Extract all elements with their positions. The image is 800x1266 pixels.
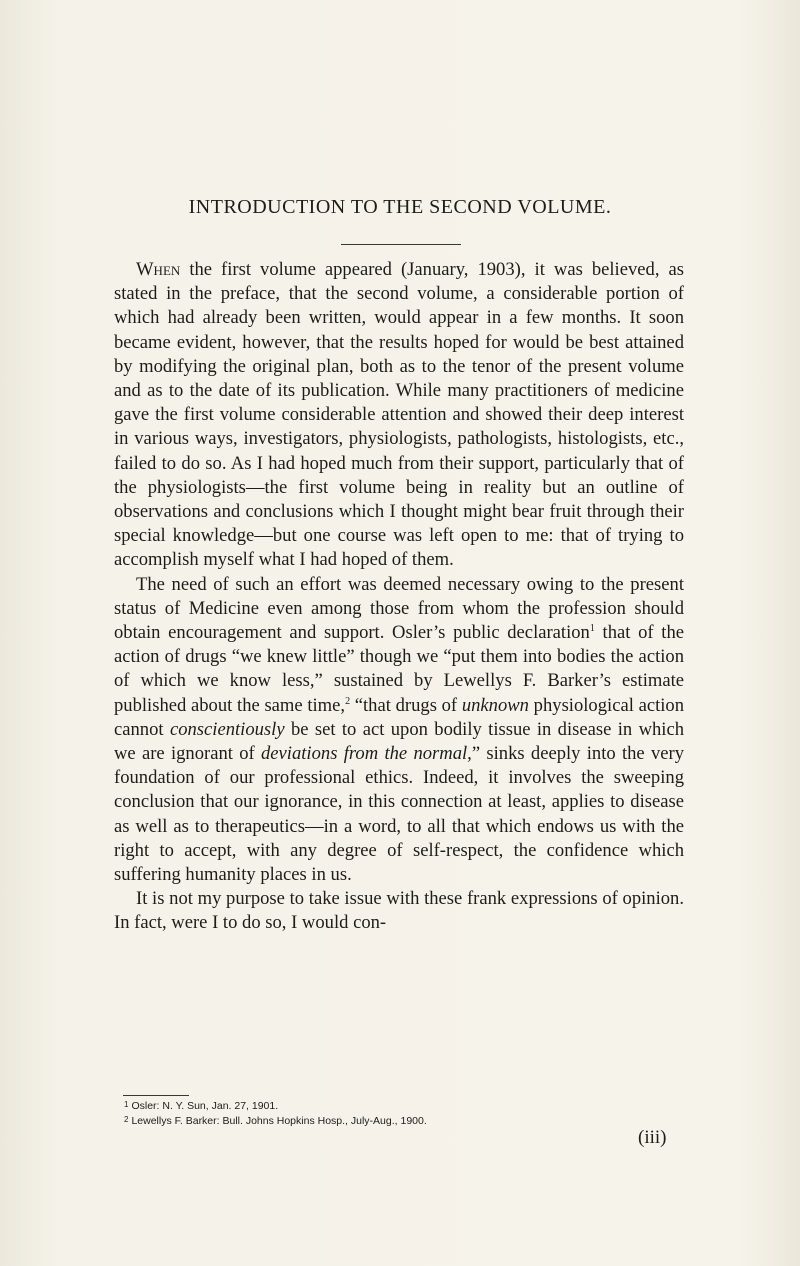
paragraph-2-text-e: be set to act upon bodily tissue in disease in which we are ignorant of — [114, 718, 685, 765]
paragraph-2-text-f: ” sinks deeply into the very foundation of our professional ethics. Indeed, it involves the sweeping conclusion that our ignorance, in this connection at least, applies to disease as well as to therapeutics—in a word, to all that which endows us with the right to accept, with any degree of self-respect, the confidence which suffering humanity places in us. — [114, 743, 684, 886]
page-number: (iii) — [638, 1127, 667, 1148]
footnote-divider — [123, 1095, 189, 1096]
footnote-2-number: 2 — [124, 1115, 129, 1124]
footnote-1-text: Osler: N. Y. Sun, Jan. 27, 1901. — [131, 1100, 279, 1112]
paragraph-2-text-c: “that drugs of — [350, 694, 462, 716]
paragraph-1 — [114, 258, 684, 573]
footnote-1-number: 1 — [124, 1100, 129, 1109]
footnote-ref-2: 2 — [345, 695, 351, 707]
body-text — [114, 258, 684, 936]
paragraph-2-text-a: The need of such an effort was deemed necessary owing to the present status of Medicine even among those from whom the profession should obtain encouragement and support. Osler’s public declaration — [114, 573, 684, 644]
paragraph-2-text-d: physiological action cannot — [114, 694, 684, 740]
footnote-2 — [124, 1113, 684, 1128]
emphasis-deviations: deviations from the normal, — [261, 743, 472, 765]
chapter-heading: INTRODUCTION TO THE SECOND VOLUME. — [188, 196, 612, 218]
emphasis-unknown: unknown — [461, 694, 529, 716]
footnote-1 — [124, 1098, 684, 1113]
paragraph-3: It is not my purpose to take issue with these frank expressions of opinion. In fact, were I to do so, I would con- — [114, 888, 684, 934]
emphasis-conscientiously: conscientiously — [169, 718, 285, 740]
footnotes — [124, 1098, 684, 1128]
paragraph-1-lead-word: When — [136, 259, 181, 280]
footnote-ref-1: 1 — [589, 622, 595, 634]
paragraph-2-text-b: that of the action of drugs “we knew little” though we “put them into bodies the action of which we know less,” sustained by Lewellys F. Barker’s estimate published about the same time, — [114, 622, 684, 716]
heading-divider — [341, 244, 461, 245]
footnote-2-text: Lewellys F. Barker: Bull. Johns Hopkins Hosp., July-Aug., 1900. — [131, 1115, 427, 1127]
paragraph-1-text: the first volume appeared (January, 1903), it was believed, as stated in the preface, that the second volume, a considerable portion of which had already been written, would appear in a few months. It soon became evident, however, that the results hoped for would be best attained by modifying the original plan, both as to the tenor of the present volume and as to the date of its publication. While many practitioners of medicine gave the first volume considerable attention and showed their deep interest in various ways, investigators, physiologists, pathologists, histologists, etc., failed to do so. As I had hoped much from their support, particularly that of the physiologists—the first volume being in reality but an outline of observations and conclusions which I thought might bear fruit through their special knowledge—but one course was left open to me: that of trying to accomplish myself what I had hoped of them. — [114, 259, 684, 571]
paragraph-2 — [114, 573, 684, 888]
